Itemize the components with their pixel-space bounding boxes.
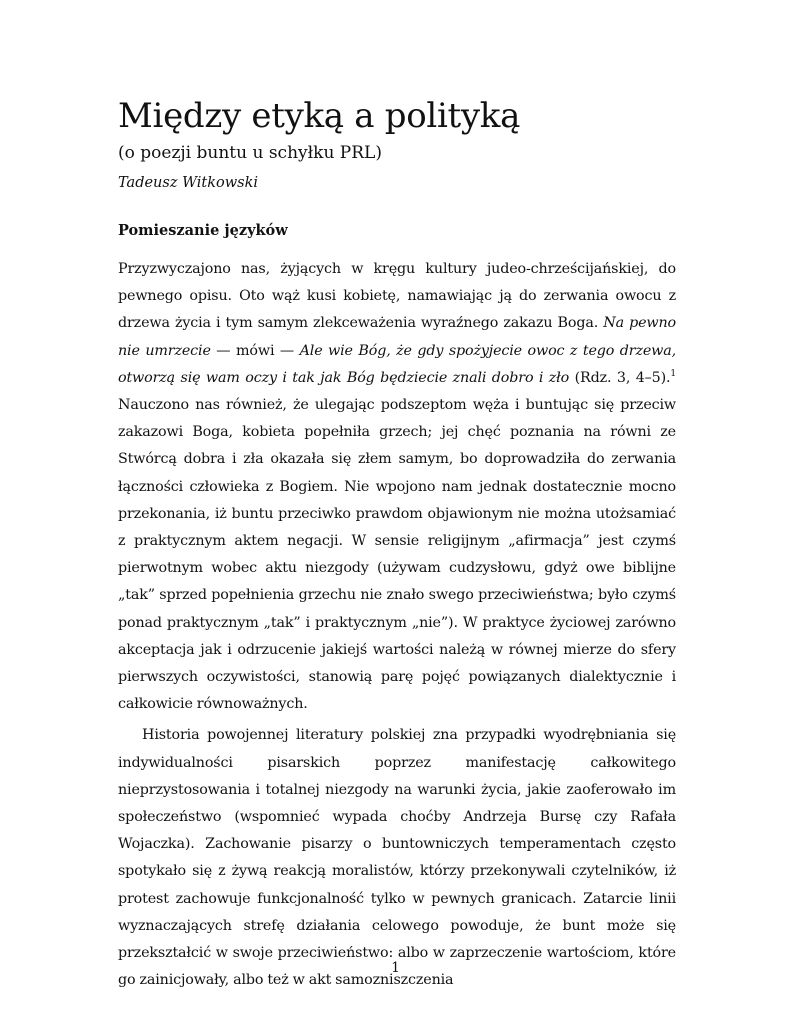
section-heading: Pomieszanie języków (118, 222, 288, 239)
document-author: Tadeusz Witkowski (118, 175, 258, 191)
bible-quote-2: Ale wie Bóg, że gdy spożyjecie owoc z tego drzewa, otworzą się wam oczy i tak jak Bóg będziecie znali dobro i zło (118, 342, 676, 386)
paragraph-1-text-a: Przyzwyczajono nas, żyjących w kręgu kultury judeo-chrześcijańskiej, do pewnego opisu. Oto wąż kusi kobietę, namawiając ją do zerwania owocu z drzewa życia i tym samym zlekceważenia wyraźnego zakazu Boga. (118, 261, 676, 332)
paragraph-1 (118, 256, 676, 718)
bible-quote-1: Na pewno nie umrzecie (118, 315, 676, 359)
page-number: 1 (391, 960, 400, 976)
document-page (118, 94, 676, 994)
document-title: Między etyką a polityką (118, 96, 521, 136)
bible-citation: (Rdz. 3, 4–5). (569, 369, 671, 386)
paragraph-2: Historia powojennej literatury polskiej zna przypadki wyodrębniania się indywidualności pisarskich poprzez manifestację całkowitego nieprzystosowania i totalnej niezgody na warunki życia, jakie zaoferowało im społeczeństwo (wspomnieć wypada choćby Andrzeja Bursę czy Rafała Wojaczka). Zachowanie pisarzy o buntowniczych temperamentach często spotykało się z żywą reakcją moralistów, którzy przekonywali czytelników, iż protest zachowuje funkcjonalność tylko w pewnych granicach. Zatarcie linii wyznaczających strefę działania celowego powoduje, że bunt może się przekształcić w swoje przeciwieństwo: albo w zaprzeczenie wartościom, które go zainicjowały, albo też w akt samozniszczenia (118, 727, 676, 989)
footnote-marker[interactable]: 1 (670, 369, 676, 380)
document-subtitle: (o poezji buntu u schyłku PRL) (118, 143, 382, 163)
paragraph-1-text-c: Nauczono nas również, że ulegając podszeptom węża i buntując się przeciw zakazowi Boga, kobieta popełniła grzech; jej chęć poznania na równi ze Stwórcą dobra i zła okazała się złem samym, bo doprowadziła do zerwania łączności człowieka z Bogiem. Nie wpojono nam jednak dostatecznie mocno przekonania, iż buntu przeciwko prawdom objawionym nie można utożsamiać z praktycznym aktem negacji. W sensie religijnym „afirmacja” jest czymś pierwotnym wobec aktu niezgody (używam cudzysłowu, gdyż owe biblijne „tak” sprzed popełnienia grzechu nie znało swego przeciwieństwa; było czymś ponad praktycznym „tak” i praktycznym „nie”). W praktyce życiowej zarówno akceptacja jak i odrzucenie jakiejś wartości należą w równej mierze do sfery pierwszych oczywistości, stanowią parę pojęć powiązanych dialektycznie i całkowicie równoważnych. (118, 397, 676, 713)
paragraph-1-text-b: — mówi — (210, 342, 300, 359)
